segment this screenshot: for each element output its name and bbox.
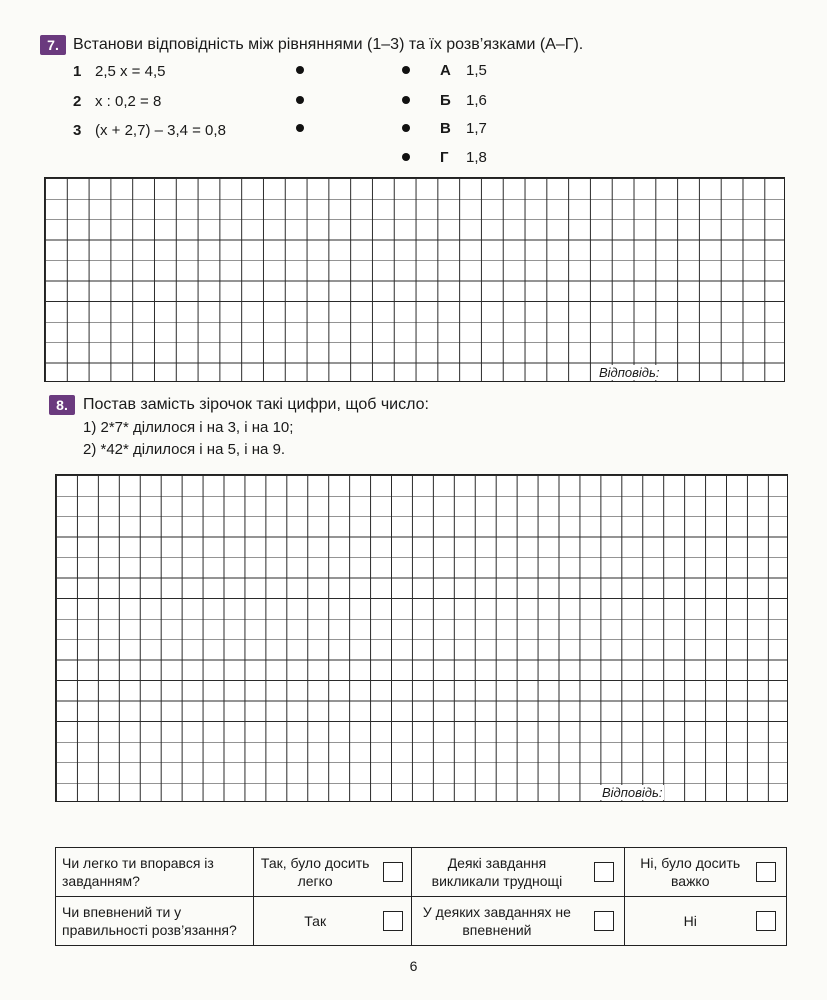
self-check-checkbox[interactable]: [756, 862, 776, 882]
task-8-item-2: 2) *42* ділилося і на 5, і на 9.: [83, 441, 286, 458]
answer-v-dot[interactable]: [402, 124, 410, 132]
self-check-checkbox[interactable]: [383, 862, 403, 882]
answer-v: [440, 119, 487, 139]
answer-b-dot[interactable]: [402, 96, 410, 104]
page-number: 6: [409, 958, 418, 974]
task-8-text: Постав замість зірочок такі цифри, щоб число:: [83, 396, 429, 413]
answer-value: 1,5: [466, 62, 487, 79]
equation-number: 1: [73, 63, 82, 80]
equation-text: x : 0,2 = 8: [95, 93, 162, 110]
task-8-number: 8.: [49, 395, 75, 415]
self-check-option-label: Ні: [683, 913, 697, 929]
equation-1: [73, 62, 165, 82]
self-check-checkbox[interactable]: [594, 862, 614, 882]
answer-label-task-8: Відповідь:: [602, 785, 663, 800]
equation-2: [73, 92, 161, 112]
answer-value: 1,8: [466, 149, 487, 166]
answer-letter: Б: [440, 92, 451, 109]
answer-label-task-7: Відповідь:: [599, 365, 660, 380]
equation-1-dot[interactable]: [296, 66, 304, 74]
equation-text: 2,5 x = 4,5: [95, 63, 166, 80]
equation-3-dot[interactable]: [296, 124, 304, 132]
self-check-option-cell: [411, 897, 624, 946]
self-check-option-cell: [411, 848, 624, 897]
self-check-question: Чи впевнений ти у правильності розв’язання?: [56, 897, 254, 946]
answer-value: 1,7: [466, 120, 487, 137]
self-check-row: [56, 897, 787, 946]
answer-value: 1,6: [466, 92, 487, 109]
answer-g-dot[interactable]: [402, 153, 410, 161]
self-check-option-label: Так: [304, 913, 327, 929]
self-check-question: Чи легко ти впорався із завданням?: [56, 848, 254, 897]
self-check-option-label: Так, було досить легко: [260, 855, 370, 889]
equation-number: 2: [73, 93, 82, 110]
equation-3: [73, 121, 226, 141]
answer-letter: Г: [440, 149, 449, 166]
self-check-option-cell: [254, 897, 412, 946]
self-check-checkbox[interactable]: [756, 911, 776, 931]
self-check-row: [56, 848, 787, 897]
answer-grid-task-8[interactable]: [55, 474, 788, 802]
answer-a-dot[interactable]: [402, 66, 410, 74]
self-check-option-cell: [254, 848, 412, 897]
task-7-text: Встанови відповідність між рівняннями (1–3) та їх розв’язками (А–Г).: [73, 36, 584, 53]
self-check-option-label: Ні, було досить важко: [640, 855, 741, 889]
answer-b: [440, 91, 487, 111]
self-check-checkbox[interactable]: [594, 911, 614, 931]
self-check-option-label: Деякі завдання викликали труднощі: [431, 855, 563, 889]
answer-g: [440, 148, 487, 168]
answer-letter: А: [440, 62, 451, 79]
equation-number: 3: [73, 122, 82, 139]
self-check-table: [55, 847, 787, 946]
answer-a: [440, 61, 487, 81]
answer-grid-task-7[interactable]: [44, 177, 785, 382]
equation-2-dot[interactable]: [296, 96, 304, 104]
task-7-number: 7.: [40, 35, 66, 55]
answer-letter: В: [440, 120, 451, 137]
task-8-item-1: 1) 2*7* ділилося і на 3, і на 10;: [83, 419, 294, 436]
self-check-checkbox[interactable]: [383, 911, 403, 931]
self-check-option-label: У деяких завданнях не впевнений: [422, 904, 571, 938]
equation-text: (x + 2,7) – 3,4 = 0,8: [95, 122, 226, 139]
self-check-option-cell: [625, 848, 787, 897]
self-check-option-cell: [625, 897, 787, 946]
